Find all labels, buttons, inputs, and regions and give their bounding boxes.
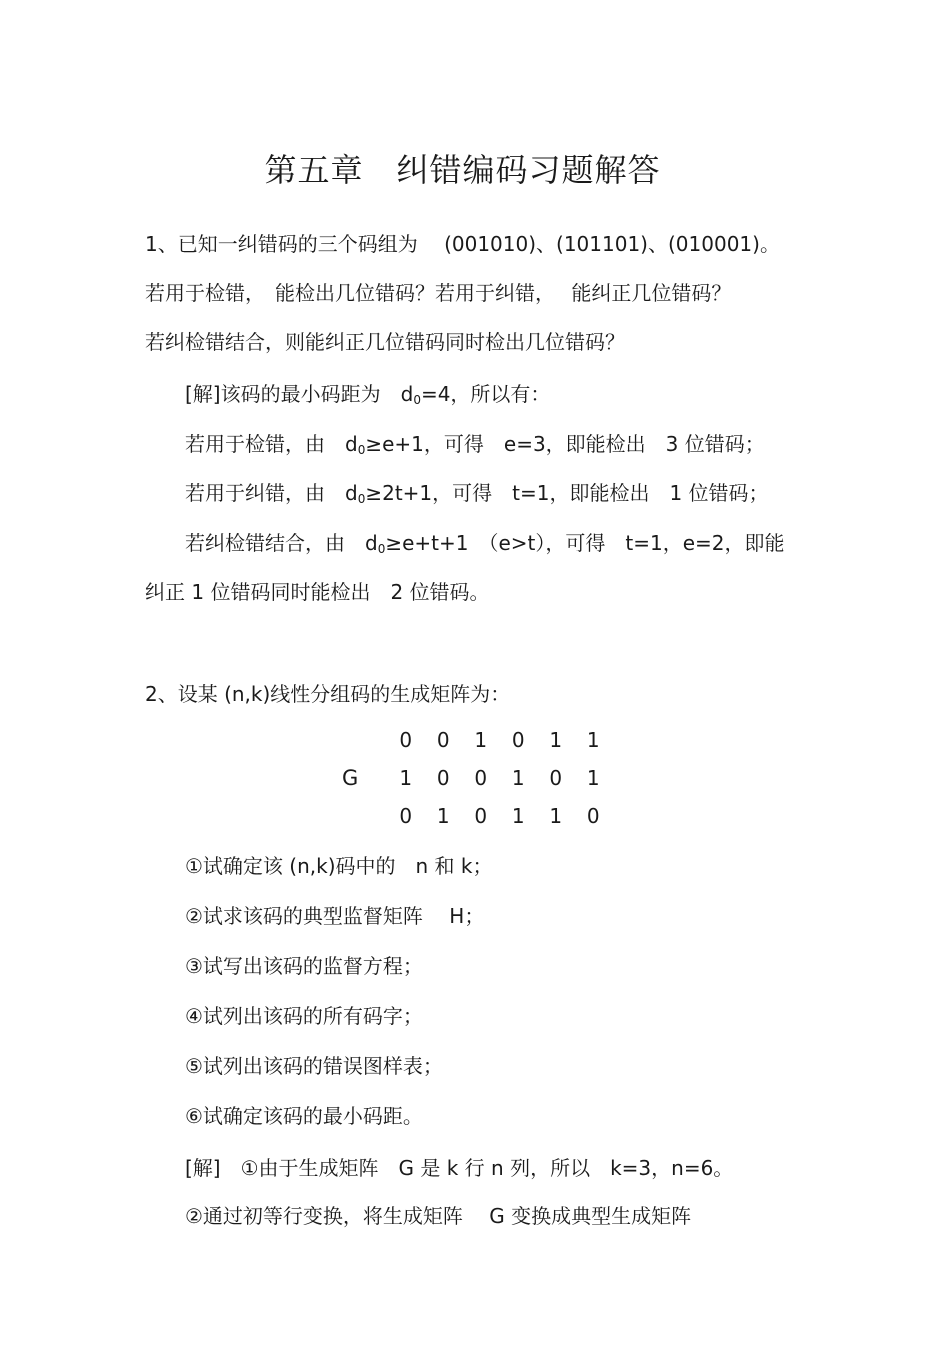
answer-2-line-2: ②通过初等行变换，将生成矩阵 G 变换成典型生成矩阵 (185, 1204, 692, 1228)
text: 若用于纠错，由 d (185, 481, 358, 505)
question-2-item-3: ③试写出该码的监督方程； (185, 954, 423, 978)
matrix-cell: 0 (549, 766, 563, 790)
matrix-cell: 1 (511, 804, 525, 828)
matrix-cell: 0 (474, 766, 488, 790)
text: ≥e+t+1 （e>t），可得 t=1，e=2，即能 (385, 531, 785, 555)
question-1-line-1: 1、已知一纠错码的三个码组为 (001010)、(101101)、(010001)。 (145, 232, 780, 256)
matrix-cell: 1 (549, 804, 563, 828)
matrix-row (387, 765, 612, 791)
matrix-cell: 1 (586, 766, 600, 790)
matrix-cell: 0 (474, 804, 488, 828)
question-1-line-3: 若纠检错结合，则能纠正几位错码同时检出几位错码？ (145, 330, 625, 354)
question-2-item-4: ④试列出该码的所有码字； (185, 1004, 423, 1028)
matrix-cell: 0 (399, 728, 413, 752)
question-2-item-1: ①试确定该 (n,k)码中的 n 和 k； (185, 854, 493, 878)
text: 若纠检错结合，由 d (185, 531, 378, 555)
matrix-cell: 0 (436, 728, 450, 752)
matrix-cell: 1 (511, 766, 525, 790)
answer-1-line-3 (185, 480, 769, 512)
text: 若用于检错，由 d (185, 432, 358, 456)
matrix-cell: 1 (436, 804, 450, 828)
answer-1-line-5: 纠正 1 位错码同时能检出 2 位错码。 (145, 580, 490, 604)
matrix-row (387, 727, 612, 753)
answer-2-line-1: [解] ①由于生成矩阵 G 是 k 行 n 列，所以 k=3，n=6。 (185, 1156, 734, 1180)
matrix-cell: 1 (474, 728, 488, 752)
question-2-item-6: ⑥试确定该码的最小码距。 (185, 1104, 423, 1128)
question-1-line-2: 若用于检错， 能检出几位错码？若用于纠错， 能纠正几位错码？ (145, 281, 732, 305)
text: [解]该码的最小码距为 d (185, 382, 414, 406)
subscript: 0 (357, 443, 366, 457)
question-2-item-2: ②试求该码的典型监督矩阵 H； (185, 904, 485, 928)
matrix-label: G (342, 766, 359, 790)
text: ≥2t+1，可得 t=1，即能检出 1 位错码； (365, 481, 769, 505)
matrix-cell: 0 (399, 804, 413, 828)
question-2-line-1: 2、设某 (n,k)线性分组码的生成矩阵为： (145, 682, 511, 706)
matrix-cell: 1 (399, 766, 413, 790)
chapter-title: 第五章 纠错编码习题解答 (264, 151, 661, 189)
subscript: 0 (413, 393, 421, 407)
answer-1-line-1 (185, 381, 550, 413)
matrix-cell: 0 (511, 728, 525, 752)
matrix-row (387, 803, 612, 829)
answer-1-line-2 (185, 431, 765, 463)
question-2-item-5: ⑤试列出该码的错误图样表； (185, 1054, 443, 1078)
matrix-cell: 1 (586, 728, 600, 752)
answer-1-line-4 (185, 530, 785, 562)
matrix-cell: 1 (549, 728, 563, 752)
subscript: 0 (377, 542, 386, 556)
matrix-cell: 0 (586, 804, 600, 828)
text: =4，所以有： (420, 382, 551, 406)
text: ≥e+1，可得 e=3，即能检出 3 位错码； (365, 432, 765, 456)
matrix-cell: 0 (436, 766, 450, 790)
subscript: 0 (357, 492, 366, 506)
